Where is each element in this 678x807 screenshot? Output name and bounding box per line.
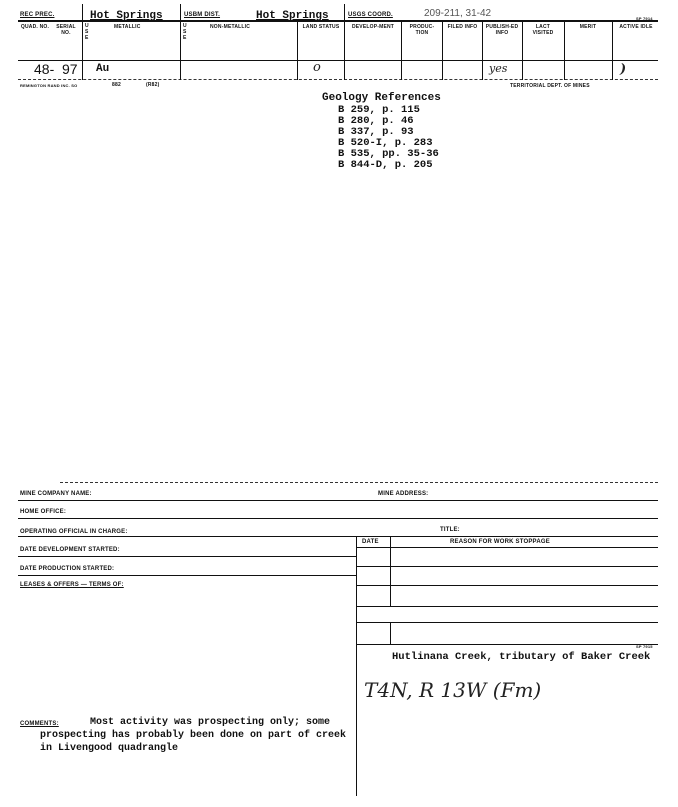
reason-label: REASON FOR WORK STOPPAGE <box>450 539 550 545</box>
operating-official-label: OPERATING OFFICIAL IN CHARGE: <box>20 529 128 535</box>
serial-value: 97 <box>62 61 78 77</box>
active-idle-value: ) <box>620 62 627 77</box>
col-last-visited: LACT VISITED <box>532 24 554 36</box>
col-development: DEVELOP-MENT <box>351 24 395 30</box>
mine-address-label: MINE ADDRESS: <box>378 491 429 497</box>
quad-value: 48- <box>34 61 55 77</box>
date-label: DATE <box>362 539 379 545</box>
land-status-value: o <box>313 60 321 75</box>
form-number: SP 7914 <box>636 16 653 21</box>
usgs-coord-value: 209-211, 31-42 <box>424 8 492 19</box>
mine-company-name-label: MINE COMPANY NAME: <box>20 491 92 497</box>
date-development-label: DATE DEVELOPMENT STARTED: <box>20 547 120 553</box>
rec-prec-value: Hot Springs <box>90 10 163 22</box>
published-info-value: yes <box>489 62 508 75</box>
col-use-2: U S E <box>183 23 187 41</box>
col-production: PRODUC-TION <box>409 24 435 36</box>
references-title: Geology References <box>322 92 441 104</box>
printer-code-2: (R82) <box>146 82 160 88</box>
comments-text: Most activity was prospecting only; some prospecting has probably been done on part of creek in Livengood quadrangle <box>40 717 347 754</box>
usbm-dist-label: USBM DIST. <box>184 12 221 18</box>
col-use-1: U S E <box>85 23 89 41</box>
col-metallic: METALLIC <box>114 24 141 30</box>
comments-label: COMMENTS: <box>20 721 59 727</box>
form-number-2: SP 7915 <box>636 644 653 649</box>
usbm-dist-value: Hot Springs <box>256 10 329 22</box>
col-published-info: PUBLISH-ED INFO <box>485 24 519 36</box>
leases-label: LEASES & OFFERS — TERMS OF: <box>20 582 124 588</box>
col-serial-no: SERIAL NO. <box>56 24 76 36</box>
printer-code: 882 <box>112 82 121 88</box>
geology-references <box>322 92 441 171</box>
reference-item: B 337, p. 93 <box>338 126 414 138</box>
col-active-idle: ACTIVE IDLE <box>619 24 653 30</box>
title-label: TITLE: <box>440 527 460 533</box>
col-land-status: LAND STATUS <box>302 24 340 30</box>
date-production-label: DATE PRODUCTION STARTED: <box>20 566 115 572</box>
usgs-coord-label: USGS COORD. <box>348 12 393 18</box>
rec-prec-label: REC PREC. <box>20 12 55 18</box>
reference-item: B 259, p. 115 <box>338 104 420 116</box>
reference-item: B 844-D, p. 205 <box>338 159 433 171</box>
reference-item: B 280, p. 46 <box>338 115 414 127</box>
reference-item: B 535, pp. 35-36 <box>338 148 439 160</box>
metallic-value: Au <box>96 63 110 75</box>
location-text: Hutlinana Creek, tributary of Baker Creek <box>392 651 651 663</box>
col-filed-info: FILED INFO <box>447 24 478 30</box>
col-non-metallic: NON-METALLIC <box>210 24 251 30</box>
printer-label: REMINGTON RAND INC. SO <box>20 83 78 88</box>
col-merit: MERIT <box>579 24 597 30</box>
department-label: TERRITORIAL DEPT. OF MINES <box>510 83 590 89</box>
col-quad-no: QUAD. NO. <box>20 24 50 30</box>
handwritten-note: T4N, R 13W (Fm) <box>364 678 542 702</box>
reference-item: B 520-I, p. 283 <box>338 137 433 149</box>
home-office-label: HOME OFFICE: <box>20 509 67 515</box>
